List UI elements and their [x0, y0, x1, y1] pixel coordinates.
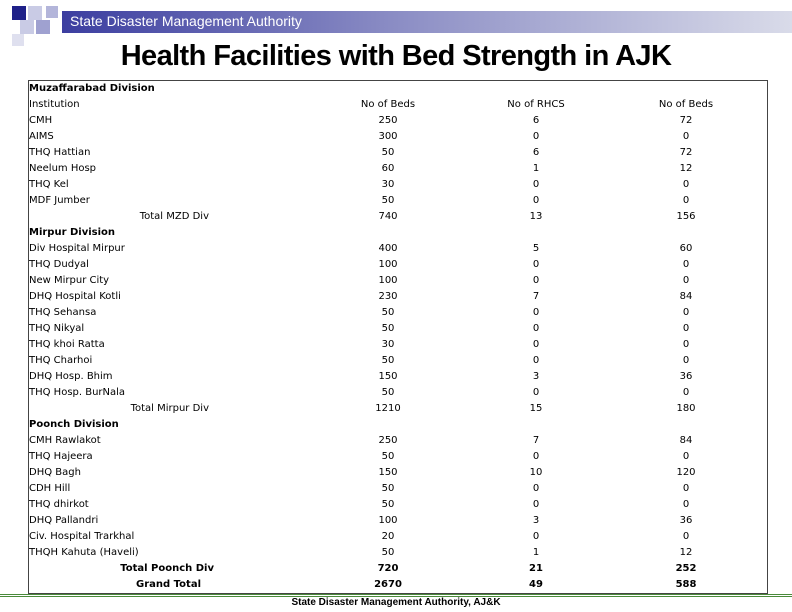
table-row — [29, 81, 767, 97]
table-row — [29, 321, 767, 337]
cell-c2: No of RHCS — [507, 99, 565, 110]
row-label: Poonch Division — [29, 419, 119, 430]
table-row — [29, 577, 767, 593]
cell-c2: 0 — [532, 275, 540, 286]
table-row — [29, 385, 767, 401]
cell-c1: 150 — [378, 371, 398, 382]
cell-c2: 15 — [529, 403, 543, 414]
table-row — [29, 401, 767, 417]
cell-c3: No of Beds — [658, 99, 714, 110]
cell-c3: 0 — [682, 131, 690, 142]
row-label: Neelum Hosp — [29, 163, 97, 174]
footer-text: State Disaster Management Authority, AJ&K — [291, 597, 501, 608]
cell-c3: 36 — [679, 371, 693, 382]
table-row — [29, 273, 767, 289]
table-row — [29, 529, 767, 545]
row-label: THQ Hattian — [29, 147, 91, 158]
cell-c1: 400 — [378, 243, 398, 254]
row-label: THQH Kahuta (Haveli) — [29, 547, 139, 558]
cell-c1: 50 — [381, 195, 395, 206]
cell-c1: 50 — [381, 387, 395, 398]
cell-c3: 72 — [679, 147, 693, 158]
cell-c3: 72 — [679, 115, 693, 126]
row-label: CMH Rawlakot — [29, 435, 101, 446]
cell-c3: 180 — [676, 403, 696, 414]
logo-square-mid — [46, 6, 58, 18]
cell-c3: 0 — [682, 307, 690, 318]
table-row — [29, 209, 767, 225]
cell-c1: 50 — [381, 483, 395, 494]
cell-c3: 0 — [682, 483, 690, 494]
cell-c1: 150 — [378, 467, 398, 478]
cell-c3: 120 — [676, 467, 696, 478]
cell-c1: 50 — [381, 323, 395, 334]
cell-c2: 0 — [532, 179, 540, 190]
cell-c3: 252 — [675, 563, 697, 574]
logo-square-light — [28, 6, 42, 20]
cell-c3: 12 — [679, 547, 693, 558]
row-label: THQ Hajeera — [29, 451, 93, 462]
cell-c3: 84 — [679, 435, 693, 446]
table-row — [29, 289, 767, 305]
cell-c3: 0 — [682, 259, 690, 270]
cell-c2: 6 — [532, 115, 540, 126]
cell-c1: 2670 — [374, 579, 402, 590]
logo-square-mid — [36, 20, 50, 34]
cell-c1: 50 — [381, 355, 395, 366]
page-title: Health Facilities with Bed Strength in AJK — [120, 40, 672, 72]
table-row — [29, 161, 767, 177]
cell-c3: 0 — [682, 451, 690, 462]
cell-c2: 0 — [532, 307, 540, 318]
cell-c2: 0 — [532, 195, 540, 206]
cell-c1: 1210 — [375, 403, 401, 414]
cell-c3: 0 — [682, 195, 690, 206]
cell-c1: 300 — [378, 131, 398, 142]
row-label: DHQ Hospital Kotli — [29, 291, 121, 302]
cell-c3: 0 — [682, 323, 690, 334]
cell-c3: 60 — [679, 243, 693, 254]
cell-c1: 740 — [378, 211, 398, 222]
cell-c2: 1 — [532, 547, 540, 558]
cell-c3: 0 — [682, 275, 690, 286]
cell-c2: 3 — [532, 515, 540, 526]
cell-c3: 0 — [682, 339, 690, 350]
table-row — [29, 481, 767, 497]
row-label: MDF Jumber — [29, 195, 90, 206]
row-label: DHQ Bagh — [29, 467, 81, 478]
cell-c1: 100 — [378, 515, 398, 526]
cell-c1: 250 — [378, 435, 398, 446]
cell-c2: 0 — [532, 531, 540, 542]
cell-c1: 50 — [381, 451, 395, 462]
table-row — [29, 129, 767, 145]
cell-c1: 60 — [381, 163, 395, 174]
row-label: CMH — [29, 115, 53, 126]
cell-c2: 7 — [532, 435, 540, 446]
row-label: New Mirpur City — [29, 275, 110, 286]
cell-c2: 0 — [532, 339, 540, 350]
cell-c1: 30 — [381, 339, 395, 350]
table-row — [29, 97, 767, 113]
cell-c2: 0 — [532, 483, 540, 494]
table-row — [29, 545, 767, 561]
cell-c3: 0 — [682, 179, 690, 190]
table-row — [29, 513, 767, 529]
table-row — [29, 561, 767, 577]
table-row — [29, 433, 767, 449]
table-row — [29, 257, 767, 273]
cell-c2: 0 — [532, 131, 540, 142]
cell-c2: 1 — [532, 163, 540, 174]
row-label: THQ dhirkot — [29, 499, 89, 510]
cell-c3: 84 — [679, 291, 693, 302]
logo-square-light — [20, 20, 34, 34]
cell-c2: 21 — [529, 563, 543, 574]
row-label: THQ Sehansa — [29, 307, 97, 318]
row-label: Muzaffarabad Division — [29, 83, 155, 94]
cell-c1: 50 — [381, 547, 395, 558]
cell-c3: 0 — [682, 387, 690, 398]
row-label: Div Hospital Mirpur — [29, 243, 125, 254]
facilities-table — [28, 80, 768, 594]
cell-c2: 6 — [532, 147, 540, 158]
cell-c1: 250 — [378, 115, 398, 126]
logo-square-dark — [12, 6, 26, 20]
row-label: Total MZD Div — [139, 211, 209, 222]
cell-c1: 230 — [378, 291, 398, 302]
row-label: DHQ Hosp. Bhim — [29, 371, 113, 382]
cell-c2: 7 — [532, 291, 540, 302]
row-label: Total Mirpur Div — [130, 403, 209, 414]
row-label: THQ Charhoi — [29, 355, 93, 366]
cell-c2: 49 — [529, 579, 543, 590]
table-row — [29, 145, 767, 161]
row-label: Total Poonch Div — [120, 563, 214, 574]
cell-c3: 36 — [679, 515, 693, 526]
row-label: THQ Kel — [29, 179, 69, 190]
table-row — [29, 353, 767, 369]
cell-c2: 0 — [532, 355, 540, 366]
footer-rule — [0, 594, 792, 595]
cell-c2: 13 — [529, 211, 543, 222]
row-label: DHQ Pallandri — [29, 515, 99, 526]
cell-c3: 0 — [682, 355, 690, 366]
cell-c2: 0 — [532, 323, 540, 334]
table-row — [29, 305, 767, 321]
table-row — [29, 241, 767, 257]
table-row — [29, 193, 767, 209]
table-row — [29, 177, 767, 193]
cell-c1: 30 — [381, 179, 395, 190]
row-label: Civ. Hospital Trarkhal — [29, 531, 135, 542]
cell-c3: 156 — [676, 211, 696, 222]
cell-c1: 20 — [381, 531, 395, 542]
row-label: THQ khoi Ratta — [29, 339, 105, 350]
row-label: CDH Hill — [29, 483, 71, 494]
table-row — [29, 417, 767, 433]
row-label: THQ Nikyal — [29, 323, 85, 334]
cell-c2: 3 — [532, 371, 540, 382]
cell-c3: 588 — [675, 579, 697, 590]
cell-c1: 100 — [378, 259, 398, 270]
table-row — [29, 337, 767, 353]
row-label: THQ Hosp. BurNala — [29, 387, 126, 398]
cell-c2: 0 — [532, 499, 540, 510]
cell-c2: 5 — [532, 243, 540, 254]
cell-c3: 0 — [682, 499, 690, 510]
cell-c1: 50 — [381, 499, 395, 510]
cell-c1: 720 — [377, 563, 399, 574]
table-row — [29, 369, 767, 385]
cell-c1: 50 — [381, 147, 395, 158]
table-row — [29, 497, 767, 513]
cell-c1: No of Beds — [360, 99, 416, 110]
row-label: AIMS — [29, 131, 54, 142]
table-row — [29, 225, 767, 241]
cell-c2: 10 — [529, 467, 543, 478]
row-label: THQ Dudyal — [29, 259, 89, 270]
cell-c3: 0 — [682, 531, 690, 542]
banner-title: State Disaster Management Authority — [70, 13, 302, 29]
cell-c2: 0 — [532, 259, 540, 270]
cell-c2: 0 — [532, 451, 540, 462]
cell-c2: 0 — [532, 387, 540, 398]
table-row — [29, 449, 767, 465]
row-label: Institution — [29, 99, 80, 110]
row-label: Grand Total — [136, 579, 201, 590]
cell-c1: 50 — [381, 307, 395, 318]
table-row — [29, 113, 767, 129]
table-row — [29, 465, 767, 481]
cell-c3: 12 — [679, 163, 693, 174]
row-label: Mirpur Division — [29, 227, 116, 238]
cell-c1: 100 — [378, 275, 398, 286]
